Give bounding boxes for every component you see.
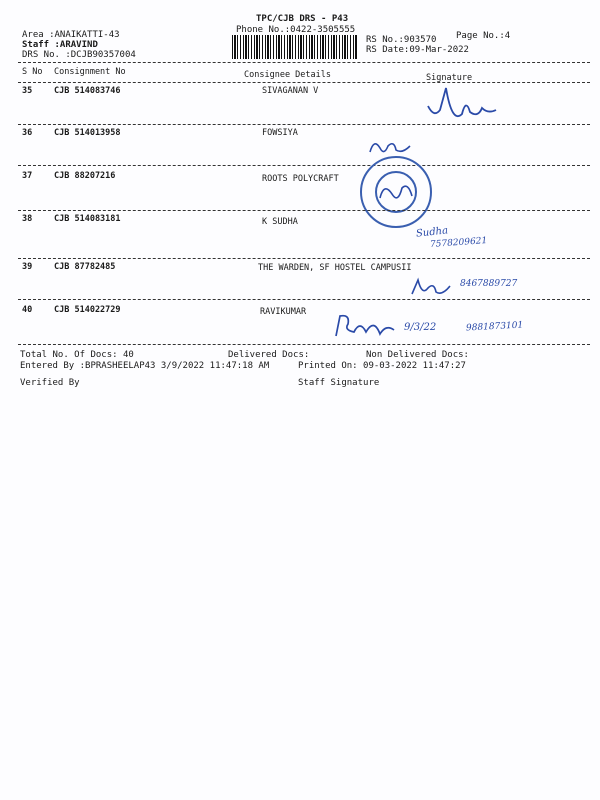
row-consignee: K SUDHA [262, 217, 298, 227]
barcode [232, 35, 358, 59]
staff-signature: Staff Signature [298, 378, 380, 388]
handwritten-name: Sudha [415, 225, 449, 240]
handwritten-phone: 7578209621 [429, 236, 488, 250]
row-consignment: CJB 88207216 [54, 171, 116, 181]
divider [18, 165, 590, 166]
signature-mark [374, 178, 418, 208]
row-consignment: CJB 87782485 [54, 262, 116, 272]
col-consignment: Consignment No [54, 67, 126, 77]
row-consignment: CJB 514013958 [54, 128, 121, 138]
row-consignee: SIVAGANAN V [262, 86, 319, 96]
row-consignment: CJB 514083746 [54, 86, 121, 96]
row-consignment: CJB 514083181 [54, 214, 121, 224]
verified-by: Verified By [20, 378, 80, 388]
row-consignee: RAVIKUMAR [260, 307, 307, 317]
rs-date: RS Date:09-Mar-2022 [366, 45, 469, 55]
row-sno: 36 [22, 128, 33, 138]
col-signature: Signature [426, 73, 473, 83]
col-sno: S No [22, 67, 43, 77]
col-consignee: Consignee Details [244, 70, 331, 80]
row-sno: 37 [22, 171, 33, 181]
row-sno: 35 [22, 86, 33, 96]
divider [18, 258, 590, 259]
drs-number: DRS No. :DCJB90357004 [22, 50, 136, 60]
row-consignment: CJB 514022729 [54, 305, 121, 315]
non-delivered-docs: Non Delivered Docs: [366, 350, 469, 360]
entered-by: Entered By :BPRASHEELAP43 3/9/2022 11:47:18 AM [20, 361, 270, 371]
delivered-docs: Delivered Docs: [228, 350, 310, 360]
divider [18, 62, 590, 63]
page-number: Page No.:4 [456, 31, 511, 41]
total-docs: Total No. Of Docs: 40 [20, 350, 134, 360]
divider [18, 82, 590, 83]
phone-number: Phone No.:0422-3505555 [236, 25, 356, 35]
rs-number: RS No.:903570 [366, 35, 437, 45]
handwritten-date: 9/3/22 [404, 322, 437, 333]
signature-mark [408, 276, 456, 300]
row-sno: 40 [22, 305, 33, 315]
row-consignee: THE WARDEN, SF HOSTEL CAMPUSII [258, 263, 412, 273]
row-consignee: FOWSIYA [262, 128, 298, 138]
handwritten-phone: 9881873101 [465, 320, 524, 334]
handwritten-phone: 8467889727 [460, 279, 518, 289]
divider [18, 344, 590, 345]
divider [18, 124, 590, 125]
staff-label: Staff :ARAVIND [22, 40, 98, 50]
document-title: TPC/CJB DRS - P43 [256, 14, 349, 24]
row-sno: 39 [22, 262, 33, 272]
row-consignee: ROOTS POLYCRAFT [262, 174, 339, 184]
area-label: Area :ANAIKATTI-43 [22, 30, 120, 40]
row-sno: 38 [22, 214, 33, 224]
divider [18, 299, 590, 300]
signature-mark [330, 310, 400, 344]
divider [18, 210, 590, 211]
printed-on: Printed On: 09-03-2022 11:47:27 [298, 361, 466, 371]
